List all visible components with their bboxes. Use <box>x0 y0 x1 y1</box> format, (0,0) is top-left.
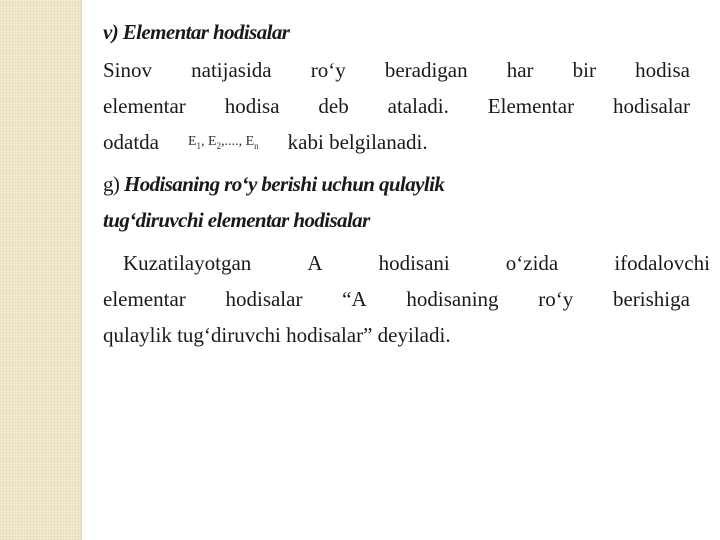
section-v-paragraph <box>103 52 690 164</box>
decorative-sidebar <box>0 0 80 540</box>
elementary-events-formula: $E_1$, $E_2$,...., $E_n$ <box>187 134 259 152</box>
paragraph-line-1: Sinov natijasida ro‘y beradigan har bir hodisa <box>103 58 690 83</box>
paragraph-line-3: odatda $E_1$, $E_2$,...., $E_n$ kabi belgilanadi. <box>103 124 690 164</box>
sidebar-divider <box>80 0 82 540</box>
section-g-heading: g) Hodisaning ro‘y berishi uchun qulaylik tug‘diruvchi elementar hodisalar <box>103 172 445 233</box>
section-v-heading: v) Elementar hodisalar <box>103 20 290 44</box>
section-g-paragraph <box>103 245 710 353</box>
slide-content <box>103 18 710 353</box>
paragraph-line-2: elementar hodisa deb ataladi. Elementar hodisalar <box>103 94 690 119</box>
paragraph-line-5: elementar hodisalar “A hodisaning ro‘y berishiga <box>103 286 690 311</box>
paragraph-line-6: qulaylik tug‘diruvchi hodisalar” deyiladi. <box>103 322 451 347</box>
paragraph-line-4: Kuzatilayotgan A hodisani o‘zida ifodalovchi <box>123 250 710 275</box>
